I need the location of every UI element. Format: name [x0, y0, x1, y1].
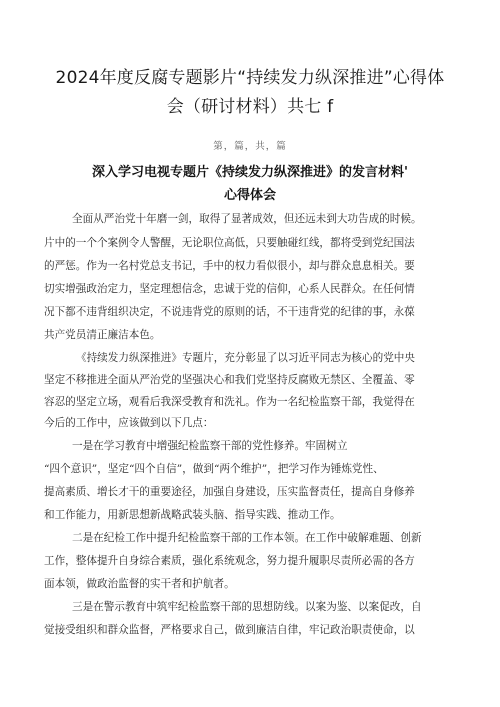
body-line: 全面从严治党十年磨一剑，取得了显著成效，但还远未到大功告成的时候。	[72, 213, 422, 225]
body-line: 面本领，做政治监督的实干者和护航者。	[44, 578, 235, 590]
body-line: 提高素质、增长才干的重要途径，加强自身建设，压实监督责任，提高自身修养	[44, 486, 415, 498]
section-label: 第，篇，共，篇	[213, 141, 287, 152]
body-line: 的严惩。作为一名村党总支书记，手中的权力看似很小，却与群众息息相关。要	[44, 260, 415, 272]
body-line: 《持续发力纵深推进》专题片，充分彰显了以习近平同志为核心的党中央	[76, 352, 415, 364]
body-line: 片中的一个个案例令人警醒，无论职位高低，只要触碰红线，都将受到党纪国法	[44, 237, 415, 249]
body-line: 坚定不移推进全面从严治党的坚强决心和我们党坚持反腐败无禁区、全覆盖、零	[44, 374, 415, 386]
body-line: 共产党员清正廉洁本色。	[44, 329, 161, 341]
document-title-line-1: 2024年度反腐专题影片“持续发力纵深推进”心得体	[55, 68, 445, 88]
body-line: 和工作能力，用新思想新战略武装头脑、指导实践、推动工作。	[44, 509, 341, 521]
body-line: 三是在警示教育中筑牢纪检监察干部的思想防线。以案为鉴、以案促改，自	[72, 601, 422, 613]
subtitle-line-2: 心得体会	[223, 188, 276, 203]
body-line: 容忍的坚定立场，观看后我深受教育和洗礼。作为一名纪检监察干部，我觉得在	[44, 396, 415, 408]
body-line: 况下都不违背组织决定，不说违背党的原则的话，不干违背党的纪律的事，永葆	[44, 306, 415, 318]
body-line: 今后的工作中，应该做到以下几点：	[44, 417, 214, 429]
body-line: 工作，整体提升自身综合素质，强化系统观念，努力提升履职尽责所必需的各方	[44, 555, 415, 567]
body-line: 觉接受组织和群众监督，严格要求自己，做到廉洁自律，牢记政治职责使命，以	[44, 624, 415, 636]
body-line: 一是在学习教育中增强纪检监察干部的党性修养。牢固树立	[72, 440, 348, 452]
body-line: 切实增强政治定力，坚定理想信念，忠诚于党的信仰，心系人民群众。在任何情	[44, 283, 415, 295]
document-title-line-2: 会（研讨材料）共七 f	[166, 97, 334, 117]
subtitle-line-1: 深入学习电视专题片《持续发力纵深推进》的发言材料'	[92, 165, 408, 180]
body-line: “四个意识”，坚定“四个自信”，做到“两个维护”，把学习作为锤炼党性、	[44, 463, 384, 475]
body-line: 二是在纪检工作中提升纪检监察干部的工作本领。在工作中破解难题、创新	[72, 532, 422, 544]
